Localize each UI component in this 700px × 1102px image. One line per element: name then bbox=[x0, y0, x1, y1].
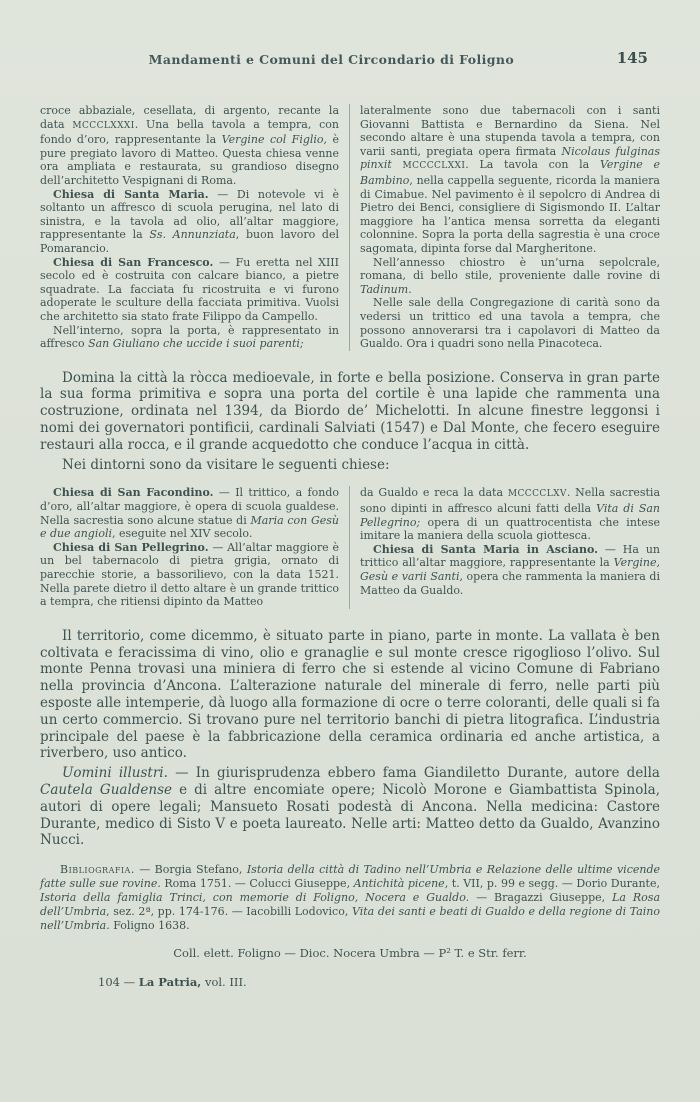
text-segment: — Ha un trittico all’altar maggiore, rappresentante la bbox=[360, 542, 660, 570]
paragraph bbox=[40, 370, 660, 454]
paragraph bbox=[360, 543, 660, 597]
paragraph bbox=[40, 628, 660, 762]
text-segment: Cautela Gualdense bbox=[40, 781, 173, 798]
text-segment: — In giurisprudenza ebbero fama Giandiletto Durante, autore della bbox=[167, 765, 660, 782]
text-segment: La Rosa dell’Umbria bbox=[40, 891, 661, 919]
text-segment: . La tavola con la bbox=[465, 158, 600, 172]
text-segment: Antichità picene bbox=[353, 877, 445, 891]
mid-column-left bbox=[40, 486, 350, 608]
text-segment: MCCCLXXXI bbox=[72, 120, 135, 131]
paragraph bbox=[360, 104, 660, 256]
text-segment: . Una bella tavola a tempra, con fondo d’oro, rappresentante la bbox=[40, 117, 340, 147]
text-segment: Istoria della città di Tadino nell’Umbria e Relazione delle ultime vicende fatte sulle sue rovine. bbox=[40, 863, 660, 891]
electoral-college-line bbox=[40, 946, 660, 960]
text-segment: — All’altar maggiore è un bel tabernacolo di pietra grigia, ornato di parecchie storie, a bassorilievo, con la data 1521. Nella parete dietro il detto altare è un grande trittico a tempra, che ritiensi dipinto da Matteo bbox=[40, 540, 339, 609]
text-segment: San Giuliano che uccide i suoi parenti; bbox=[88, 337, 304, 351]
bibliography-section bbox=[40, 863, 660, 933]
text-segment: e di altre encomiate opere; Nicolò Morone e Giambattista Spinola, autori di opere legali; Mansueto Rosati podestà di Ancona. Nella medicina: Castore Durante, medico di Sisto V e poeta laureato. Nelle arti: Matteo detto da Gualdo, Avanzino Nucci. bbox=[40, 781, 660, 849]
text-segment: Roma 1751. — Colucci Giuseppe, bbox=[160, 877, 354, 891]
text-segment: Vergine col Figlio bbox=[221, 133, 324, 147]
text-segment: , nella cappella seguente, ricorda la maniera di Cimabue. Nel pavimento è il sepolcro di Andrea di Pietro dei Benci, consigliere di Sigismondo II. L’altar maggiore ha l’antica mensa sorretta da eleganti colonnine. Sopra la porta della sagrestia è una croce sagomata, dipinta forse dal Margheritone. bbox=[360, 173, 660, 255]
text-segment: Vergine e Bambino bbox=[360, 158, 660, 187]
text-segment: , buon lavoro del Pomarancio. bbox=[40, 228, 339, 255]
text-segment: Uomini illustri. bbox=[62, 765, 168, 782]
text-segment: Foligno 1638. bbox=[109, 919, 190, 933]
text-segment: Il territorio, come dicemmo, è situato parte in piano, parte in monte. La vallata è ben coltivata e feracissima di vino, olio e granaglie e sul monte cresce rigoglioso l’olivo. Sul monte Penna trovasi una miniera di ferro che si estende al vicino Comune di Fabriano nella provincia d’Ancona. L’alterazione naturale del minerale di ferro, nelle parti più esposte alle intemperie, dà luogo alla formazione di ocre o terre coloranti, delle quali si fa un certo commercio. Si trovano pure nel territorio banchi di pietra litografica. L’industria principale del paese è la fabbricazione della ceramica ordinaria ed anche artistica, a riverbero, uso antico. bbox=[40, 627, 660, 762]
text-segment: , eseguite nel XIV secolo. bbox=[112, 527, 253, 541]
text-segment: Maria con Gesù e due angioli bbox=[40, 513, 339, 541]
paragraph bbox=[40, 863, 660, 933]
text-segment: Chiesa di Santa Maria. bbox=[53, 187, 209, 201]
paragraph bbox=[40, 256, 339, 324]
body-section-upper bbox=[40, 370, 660, 474]
text-segment: — Borgia Stefano, bbox=[134, 863, 247, 877]
text-segment: Chiesa di Santa Maria in Asciano. bbox=[373, 542, 598, 556]
text-segment: Ss. Annunziata bbox=[149, 228, 236, 242]
text-segment: 104 — bbox=[98, 975, 139, 990]
text-segment: Nelle sale della Congregazione di carità sono da vedersi un trittico ed una tavola a tempra, che possono annoverarsi tra i capolavori di Matteo da Gualdo. Ora i quadri sono nella Pinacoteca. bbox=[360, 296, 660, 351]
text-segment: Istoria della famiglia Trinci, con memorie di Foligno, Nocera e Gualdo. bbox=[40, 891, 470, 905]
paragraph bbox=[40, 104, 339, 188]
page-header bbox=[40, 49, 660, 72]
two-column-section-mid bbox=[40, 486, 660, 608]
paragraph bbox=[40, 188, 339, 256]
mid-column-right bbox=[350, 486, 660, 608]
text-segment: , t. VII, p. 99 e segg. — Dorio Durante, bbox=[444, 877, 660, 891]
two-column-section-top bbox=[40, 104, 660, 351]
text-segment: Nell’annesso chiostro è un’urna sepolcrale, romana, di bello stile, proveniente dalle rovine di bbox=[360, 255, 660, 283]
paragraph bbox=[360, 296, 660, 350]
text-segment: — Fu eretta nel XIII secolo ed è costruita con calcare bianco, a pietre squadrate. La facciata fu ricostruita e vi furono adoperate le sculture della facciata primitiva. Vuolsi che architetto sia stato frate Filippo da Campello. bbox=[40, 255, 340, 323]
text-segment: vol. III. bbox=[201, 975, 247, 990]
text-segment: Bibliografia. bbox=[60, 863, 135, 877]
top-column-left bbox=[40, 104, 350, 351]
paragraph bbox=[40, 324, 339, 351]
text-segment: Nei dintorni sono da visitare le seguenti chiese: bbox=[62, 456, 390, 473]
paragraph bbox=[360, 486, 660, 542]
paragraph bbox=[360, 256, 660, 297]
text-segment: Vita dei santi e beati di Gualdo e della regione di Taino nell’Umbria. bbox=[40, 905, 661, 933]
body-section-lower bbox=[40, 628, 660, 849]
text-segment: Coll. elett. Foligno — Dioc. Nocera Umbra — P² T. e Str. ferr. bbox=[173, 946, 527, 961]
paragraph bbox=[40, 541, 339, 609]
text-segment: MCCCCLXV bbox=[507, 489, 567, 500]
running-title: Mandamenti e Comuni del Circondario di Foligno bbox=[148, 52, 515, 67]
text-segment: Domina la città la ròcca medioevale, in forte e bella posizione. Conserva in gran parte la sua forma primitiva e sopra una porta del cortile è una lapide che rammenta una costruzione, ordinata nel 1394, da Biordo de’ Michelotti. In alcune finestre leggonsi i nomi dei governatori pontificii, cardinali Salviati (1547) e Dal Monte, che fecero eseguire restauri alla rocca, e il grande acquedotto che conduce l’acqua in città. bbox=[40, 369, 660, 453]
paragraph bbox=[40, 457, 660, 474]
paragraph bbox=[40, 765, 660, 849]
text-segment: Nicolaus fulginas pinxit bbox=[360, 144, 661, 172]
text-segment: , è pure pregiato lavoro di Matteo. Questa chiesa venne ora ampliata e restaurata, su grandioso disegno dell’architetto Vespignani di Roma. bbox=[40, 133, 339, 187]
text-segment: — Il trittico, a fondo d’oro, all’altar maggiore, è opera di scuola gualdese. Nella sacrestia sono alcune statue di bbox=[40, 486, 339, 527]
text-segment: Vergine, Gesù e varii Santi bbox=[360, 556, 660, 584]
text-segment: Tadinum. bbox=[360, 282, 412, 296]
text-segment: Vita di San Pellegrino; bbox=[360, 502, 661, 529]
paragraph bbox=[40, 486, 339, 540]
paragraph bbox=[40, 946, 660, 960]
text-segment: , opera che rammenta la maniera di Matteo da Gualdo. bbox=[360, 570, 660, 597]
signature-footer bbox=[40, 975, 660, 989]
text-segment: MCCCCLXXI bbox=[402, 161, 466, 172]
text-segment: , sez. 2ª, pp. 174-176. — Iacobilli Lodovico, bbox=[106, 905, 352, 919]
text-segment bbox=[392, 158, 403, 171]
page-number: 145 bbox=[616, 49, 648, 67]
text-segment: La Patria, bbox=[138, 975, 202, 990]
text-segment: — Di notevole vi è soltanto un affresco di scuola perugina, nel lato di sinistra, e la tavola ad olio, all’altar maggiore, rappresentante la bbox=[40, 187, 339, 242]
text-segment: opera di un quattrocentista che intese imitare la maniera della scuola giottesca. bbox=[360, 515, 660, 543]
paragraph bbox=[98, 975, 660, 989]
text-segment: Chiesa di San Facondino. bbox=[53, 486, 214, 500]
text-segment: — Bragazzi Giuseppe, bbox=[469, 891, 613, 905]
text-segment: . Nella sacrestia sono dipinti in affresco alcuni fatti della bbox=[360, 486, 660, 516]
text-segment: croce abbaziale, cesellata, di argento, recante la data bbox=[40, 104, 339, 131]
text-segment: Chiesa di San Pellegrino. bbox=[53, 540, 209, 554]
text-segment: lateralmente sono due tabernacoli con i santi Giovanni Battista e Bernardino da Siena. Nel secondo altare è una stupenda tavola a tempra, con varii santi, pregiata opera firmata bbox=[360, 104, 660, 158]
page-content bbox=[40, 49, 661, 990]
text-segment: da Gualdo e reca la data bbox=[360, 486, 508, 500]
top-column-right bbox=[350, 104, 660, 351]
text-segment: Nell’interno, sopra la porta, è rappresentato in affresco bbox=[40, 323, 339, 351]
text-segment: Chiesa di San Francesco. bbox=[53, 255, 214, 269]
